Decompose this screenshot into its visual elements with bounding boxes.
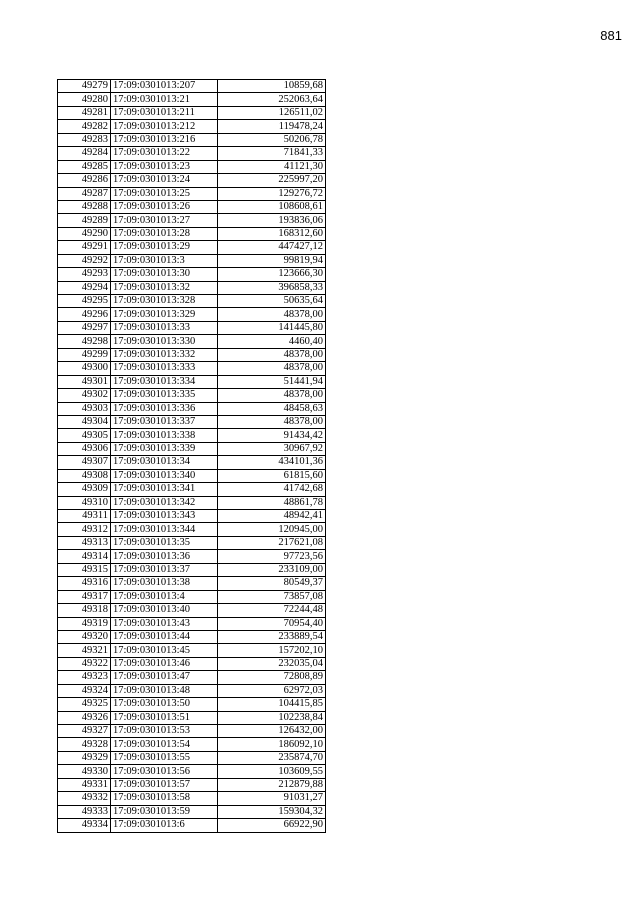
cadastral-code-cell: 17:09:0301013:24 bbox=[111, 174, 218, 187]
value-cell: 103609,55 bbox=[218, 765, 326, 778]
table-row bbox=[58, 295, 326, 308]
row-number-cell: 49284 bbox=[58, 147, 111, 160]
table-row bbox=[58, 106, 326, 119]
table-row bbox=[58, 133, 326, 146]
row-number-cell: 49322 bbox=[58, 657, 111, 670]
cadastral-code-cell: 17:09:0301013:30 bbox=[111, 268, 218, 281]
cadastral-code-cell: 17:09:0301013:338 bbox=[111, 429, 218, 442]
row-number-cell: 49280 bbox=[58, 93, 111, 106]
cadastral-code-cell: 17:09:0301013:34 bbox=[111, 456, 218, 469]
table-row bbox=[58, 214, 326, 227]
cadastral-code-cell: 17:09:0301013:335 bbox=[111, 389, 218, 402]
cadastral-code-cell: 17:09:0301013:33 bbox=[111, 321, 218, 334]
row-number-cell: 49308 bbox=[58, 469, 111, 482]
page-number: 881 bbox=[600, 28, 622, 43]
row-number-cell: 49295 bbox=[58, 295, 111, 308]
row-number-cell: 49311 bbox=[58, 510, 111, 523]
cadastral-code-cell: 17:09:0301013:334 bbox=[111, 375, 218, 388]
table-row bbox=[58, 684, 326, 697]
table-row bbox=[58, 590, 326, 603]
cadastral-code-cell: 17:09:0301013:344 bbox=[111, 523, 218, 536]
value-cell: 71841,33 bbox=[218, 147, 326, 160]
row-number-cell: 49301 bbox=[58, 375, 111, 388]
value-cell: 66922,90 bbox=[218, 819, 326, 832]
value-cell: 108608,61 bbox=[218, 200, 326, 213]
value-cell: 168312,60 bbox=[218, 227, 326, 240]
cadastral-code-cell: 17:09:0301013:3 bbox=[111, 254, 218, 267]
cadastral-code-cell: 17:09:0301013:341 bbox=[111, 483, 218, 496]
table-row bbox=[58, 751, 326, 764]
table-row bbox=[58, 671, 326, 684]
cadastral-code-cell: 17:09:0301013:330 bbox=[111, 335, 218, 348]
value-cell: 48378,00 bbox=[218, 308, 326, 321]
table-row bbox=[58, 200, 326, 213]
cadastral-code-cell: 17:09:0301013:37 bbox=[111, 563, 218, 576]
value-cell: 41121,30 bbox=[218, 160, 326, 173]
row-number-cell: 49298 bbox=[58, 335, 111, 348]
value-cell: 80549,37 bbox=[218, 577, 326, 590]
value-cell: 102238,84 bbox=[218, 711, 326, 724]
row-number-cell: 49316 bbox=[58, 577, 111, 590]
table-row bbox=[58, 630, 326, 643]
row-number-cell: 49281 bbox=[58, 106, 111, 119]
value-cell: 193836,06 bbox=[218, 214, 326, 227]
table-row bbox=[58, 805, 326, 818]
row-number-cell: 49285 bbox=[58, 160, 111, 173]
value-cell: 4460,40 bbox=[218, 335, 326, 348]
value-cell: 10859,68 bbox=[218, 80, 326, 93]
row-number-cell: 49289 bbox=[58, 214, 111, 227]
value-cell: 48378,00 bbox=[218, 389, 326, 402]
cadastral-code-cell: 17:09:0301013:35 bbox=[111, 536, 218, 549]
table-row bbox=[58, 604, 326, 617]
cadastral-code-cell: 17:09:0301013:328 bbox=[111, 295, 218, 308]
value-cell: 120945,00 bbox=[218, 523, 326, 536]
table-row bbox=[58, 160, 326, 173]
value-cell: 232035,04 bbox=[218, 657, 326, 670]
row-number-cell: 49294 bbox=[58, 281, 111, 294]
value-cell: 41742,68 bbox=[218, 483, 326, 496]
row-number-cell: 49313 bbox=[58, 536, 111, 549]
cadastral-code-cell: 17:09:0301013:6 bbox=[111, 819, 218, 832]
cadastral-code-cell: 17:09:0301013:44 bbox=[111, 630, 218, 643]
row-number-cell: 49321 bbox=[58, 644, 111, 657]
row-number-cell: 49328 bbox=[58, 738, 111, 751]
row-number-cell: 49306 bbox=[58, 442, 111, 455]
row-number-cell: 49307 bbox=[58, 456, 111, 469]
value-cell: 48378,00 bbox=[218, 415, 326, 428]
table-row bbox=[58, 335, 326, 348]
cadastral-code-cell: 17:09:0301013:51 bbox=[111, 711, 218, 724]
value-cell: 217621,08 bbox=[218, 536, 326, 549]
cadastral-code-cell: 17:09:0301013:4 bbox=[111, 590, 218, 603]
cadastral-code-cell: 17:09:0301013:56 bbox=[111, 765, 218, 778]
table-row bbox=[58, 93, 326, 106]
table-row bbox=[58, 348, 326, 361]
cadastral-code-cell: 17:09:0301013:29 bbox=[111, 241, 218, 254]
cadastral-code-cell: 17:09:0301013:27 bbox=[111, 214, 218, 227]
value-cell: 252063,64 bbox=[218, 93, 326, 106]
cadastral-code-cell: 17:09:0301013:207 bbox=[111, 80, 218, 93]
value-cell: 129276,72 bbox=[218, 187, 326, 200]
table-row bbox=[58, 725, 326, 738]
row-number-cell: 49299 bbox=[58, 348, 111, 361]
value-cell: 50206,78 bbox=[218, 133, 326, 146]
row-number-cell: 49325 bbox=[58, 698, 111, 711]
row-number-cell: 49290 bbox=[58, 227, 111, 240]
cadastral-code-cell: 17:09:0301013:46 bbox=[111, 657, 218, 670]
cadastral-code-cell: 17:09:0301013:57 bbox=[111, 778, 218, 791]
row-number-cell: 49327 bbox=[58, 725, 111, 738]
value-cell: 159304,32 bbox=[218, 805, 326, 818]
value-cell: 50635,64 bbox=[218, 295, 326, 308]
table-row bbox=[58, 536, 326, 549]
table-row bbox=[58, 657, 326, 670]
cadastral-code-cell: 17:09:0301013:26 bbox=[111, 200, 218, 213]
row-number-cell: 49330 bbox=[58, 765, 111, 778]
cadastral-code-cell: 17:09:0301013:32 bbox=[111, 281, 218, 294]
cadastral-code-cell: 17:09:0301013:329 bbox=[111, 308, 218, 321]
value-cell: 73857,08 bbox=[218, 590, 326, 603]
value-cell: 225997,20 bbox=[218, 174, 326, 187]
row-number-cell: 49293 bbox=[58, 268, 111, 281]
table-row bbox=[58, 496, 326, 509]
cadastral-code-cell: 17:09:0301013:53 bbox=[111, 725, 218, 738]
value-cell: 434101,36 bbox=[218, 456, 326, 469]
table-row bbox=[58, 442, 326, 455]
cadastral-code-cell: 17:09:0301013:333 bbox=[111, 362, 218, 375]
value-cell: 72244,48 bbox=[218, 604, 326, 617]
cadastral-code-cell: 17:09:0301013:48 bbox=[111, 684, 218, 697]
row-number-cell: 49292 bbox=[58, 254, 111, 267]
cadastral-code-cell: 17:09:0301013:25 bbox=[111, 187, 218, 200]
row-number-cell: 49303 bbox=[58, 402, 111, 415]
cadastral-code-cell: 17:09:0301013:36 bbox=[111, 550, 218, 563]
row-number-cell: 49288 bbox=[58, 200, 111, 213]
table-row bbox=[58, 389, 326, 402]
row-number-cell: 49286 bbox=[58, 174, 111, 187]
cadastral-code-cell: 17:09:0301013:47 bbox=[111, 671, 218, 684]
row-number-cell: 49282 bbox=[58, 120, 111, 133]
table-row bbox=[58, 819, 326, 832]
value-cell: 48942,41 bbox=[218, 510, 326, 523]
row-number-cell: 49332 bbox=[58, 792, 111, 805]
table-row bbox=[58, 187, 326, 200]
table-row bbox=[58, 281, 326, 294]
row-number-cell: 49309 bbox=[58, 483, 111, 496]
row-number-cell: 49283 bbox=[58, 133, 111, 146]
value-cell: 235874,70 bbox=[218, 751, 326, 764]
table-row bbox=[58, 550, 326, 563]
cadastral-code-cell: 17:09:0301013:54 bbox=[111, 738, 218, 751]
row-number-cell: 49302 bbox=[58, 389, 111, 402]
table-row bbox=[58, 80, 326, 93]
cadastral-code-cell: 17:09:0301013:43 bbox=[111, 617, 218, 630]
cadastral-code-cell: 17:09:0301013:28 bbox=[111, 227, 218, 240]
row-number-cell: 49279 bbox=[58, 80, 111, 93]
table-row bbox=[58, 510, 326, 523]
cadastral-code-cell: 17:09:0301013:45 bbox=[111, 644, 218, 657]
cadastral-code-cell: 17:09:0301013:211 bbox=[111, 106, 218, 119]
table-row bbox=[58, 415, 326, 428]
value-cell: 126432,00 bbox=[218, 725, 326, 738]
value-cell: 70954,40 bbox=[218, 617, 326, 630]
cadastral-code-cell: 17:09:0301013:212 bbox=[111, 120, 218, 133]
value-cell: 104415,85 bbox=[218, 698, 326, 711]
cadastral-code-cell: 17:09:0301013:22 bbox=[111, 147, 218, 160]
row-number-cell: 49305 bbox=[58, 429, 111, 442]
cadastral-code-cell: 17:09:0301013:339 bbox=[111, 442, 218, 455]
table-row bbox=[58, 617, 326, 630]
value-cell: 48458,63 bbox=[218, 402, 326, 415]
table-row bbox=[58, 577, 326, 590]
value-cell: 233889,54 bbox=[218, 630, 326, 643]
value-cell: 119478,24 bbox=[218, 120, 326, 133]
row-number-cell: 49291 bbox=[58, 241, 111, 254]
row-number-cell: 49296 bbox=[58, 308, 111, 321]
row-number-cell: 49324 bbox=[58, 684, 111, 697]
table-row bbox=[58, 711, 326, 724]
value-cell: 72808,89 bbox=[218, 671, 326, 684]
row-number-cell: 49297 bbox=[58, 321, 111, 334]
value-cell: 48861,78 bbox=[218, 496, 326, 509]
row-number-cell: 49312 bbox=[58, 523, 111, 536]
value-cell: 62972,03 bbox=[218, 684, 326, 697]
value-cell: 51441,94 bbox=[218, 375, 326, 388]
row-number-cell: 49323 bbox=[58, 671, 111, 684]
table-row bbox=[58, 469, 326, 482]
row-number-cell: 49314 bbox=[58, 550, 111, 563]
row-number-cell: 49300 bbox=[58, 362, 111, 375]
table-row bbox=[58, 738, 326, 751]
table-row bbox=[58, 120, 326, 133]
value-cell: 91031,27 bbox=[218, 792, 326, 805]
cadastral-code-cell: 17:09:0301013:55 bbox=[111, 751, 218, 764]
table-row bbox=[58, 308, 326, 321]
table-row bbox=[58, 375, 326, 388]
cadastral-code-cell: 17:09:0301013:59 bbox=[111, 805, 218, 818]
value-cell: 447427,12 bbox=[218, 241, 326, 254]
row-number-cell: 49315 bbox=[58, 563, 111, 576]
table-row bbox=[58, 241, 326, 254]
row-number-cell: 49310 bbox=[58, 496, 111, 509]
table-row bbox=[58, 362, 326, 375]
row-number-cell: 49319 bbox=[58, 617, 111, 630]
row-number-cell: 49334 bbox=[58, 819, 111, 832]
row-number-cell: 49331 bbox=[58, 778, 111, 791]
table-row bbox=[58, 254, 326, 267]
table-row bbox=[58, 778, 326, 791]
cadastral-code-cell: 17:09:0301013:23 bbox=[111, 160, 218, 173]
row-number-cell: 49320 bbox=[58, 630, 111, 643]
value-cell: 123666,30 bbox=[218, 268, 326, 281]
table-row bbox=[58, 765, 326, 778]
value-cell: 212879,88 bbox=[218, 778, 326, 791]
table-row bbox=[58, 321, 326, 334]
value-cell: 48378,00 bbox=[218, 362, 326, 375]
table-row bbox=[58, 792, 326, 805]
table-row bbox=[58, 483, 326, 496]
row-number-cell: 49318 bbox=[58, 604, 111, 617]
value-cell: 61815,60 bbox=[218, 469, 326, 482]
cadastral-code-cell: 17:09:0301013:343 bbox=[111, 510, 218, 523]
cadastral-code-cell: 17:09:0301013:58 bbox=[111, 792, 218, 805]
value-cell: 97723,56 bbox=[218, 550, 326, 563]
cadastral-code-cell: 17:09:0301013:337 bbox=[111, 415, 218, 428]
row-number-cell: 49329 bbox=[58, 751, 111, 764]
row-number-cell: 49326 bbox=[58, 711, 111, 724]
row-number-cell: 49287 bbox=[58, 187, 111, 200]
table-row bbox=[58, 147, 326, 160]
table-row bbox=[58, 698, 326, 711]
table-row bbox=[58, 429, 326, 442]
value-cell: 141445,80 bbox=[218, 321, 326, 334]
row-number-cell: 49304 bbox=[58, 415, 111, 428]
table-row bbox=[58, 523, 326, 536]
cadastral-code-cell: 17:09:0301013:342 bbox=[111, 496, 218, 509]
value-cell: 233109,00 bbox=[218, 563, 326, 576]
table-row bbox=[58, 563, 326, 576]
table-row bbox=[58, 456, 326, 469]
table-row bbox=[58, 644, 326, 657]
table-row bbox=[58, 268, 326, 281]
table-row bbox=[58, 402, 326, 415]
table-body bbox=[58, 80, 326, 833]
row-number-cell: 49317 bbox=[58, 590, 111, 603]
value-cell: 157202,10 bbox=[218, 644, 326, 657]
value-cell: 126511,02 bbox=[218, 106, 326, 119]
value-cell: 91434,42 bbox=[218, 429, 326, 442]
cadastral-code-cell: 17:09:0301013:38 bbox=[111, 577, 218, 590]
table-row bbox=[58, 227, 326, 240]
data-table bbox=[57, 79, 326, 833]
cadastral-code-cell: 17:09:0301013:40 bbox=[111, 604, 218, 617]
table-row bbox=[58, 174, 326, 187]
row-number-cell: 49333 bbox=[58, 805, 111, 818]
value-cell: 396858,33 bbox=[218, 281, 326, 294]
cadastral-code-cell: 17:09:0301013:216 bbox=[111, 133, 218, 146]
value-cell: 48378,00 bbox=[218, 348, 326, 361]
cadastral-code-cell: 17:09:0301013:332 bbox=[111, 348, 218, 361]
value-cell: 186092,10 bbox=[218, 738, 326, 751]
cadastral-code-cell: 17:09:0301013:50 bbox=[111, 698, 218, 711]
value-cell: 99819,94 bbox=[218, 254, 326, 267]
cadastral-code-cell: 17:09:0301013:21 bbox=[111, 93, 218, 106]
cadastral-code-cell: 17:09:0301013:340 bbox=[111, 469, 218, 482]
value-cell: 30967,92 bbox=[218, 442, 326, 455]
cadastral-code-cell: 17:09:0301013:336 bbox=[111, 402, 218, 415]
